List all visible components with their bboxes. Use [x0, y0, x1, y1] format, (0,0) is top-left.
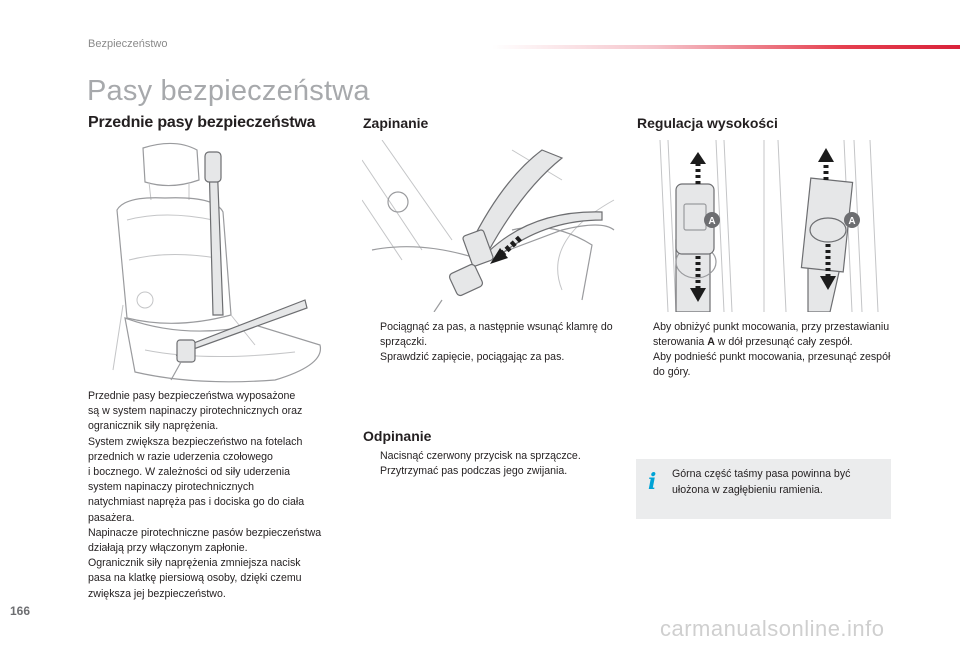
control-a-label-2: A — [848, 216, 856, 227]
paragraph-line: ogranicznik siły naprężenia. — [88, 420, 219, 433]
paragraph-line: są w system napinaczy pirotechnicznych oraz — [88, 405, 303, 418]
paragraph-line: pasażera. — [88, 511, 135, 524]
page-title: Pasy bezpieczeństwa — [87, 75, 370, 107]
watermark: carmanualsonline.info — [660, 616, 885, 641]
height-adjust-heading: Regulacja wysokości — [637, 115, 778, 131]
info-icon: i — [648, 469, 657, 495]
paragraph-line: działają przy włączonym zapłonie. — [88, 542, 248, 555]
list-item: Aby obniżyć punkt mocowania, przy przestawianiu sterowania A w dół przesunąć cały zespół. — [653, 321, 890, 348]
front-belts-heading: Przednie pasy bezpieczeństwa — [88, 114, 316, 131]
paragraph-line: przednich w razie uderzenia czołowego — [88, 450, 273, 463]
paragraph-line: system napinaczy pirotechnicznych — [88, 481, 255, 494]
paragraph-line: Przednie pasy bezpieczeństwa wyposażone — [88, 390, 296, 402]
height-adjust-steps-list — [637, 320, 893, 380]
height-adjust-illustration — [658, 140, 894, 312]
paragraph-line: zwiększa jej bezpieczeństwo. — [88, 587, 226, 600]
paragraph-line: Napinacze pirotechniczne pasów bezpieczeństwa — [88, 526, 322, 539]
fasten-steps-list — [364, 320, 614, 365]
front-belts-description — [88, 389, 350, 602]
paragraph-line: System zwiększa bezpieczeństwo na fotelach — [88, 435, 303, 448]
control-a-label-1: A — [708, 216, 716, 227]
fasten-heading: Zapinanie — [363, 115, 429, 131]
section-label: Bezpieczeństwo — [88, 38, 168, 50]
list-item: Sprawdzić zapięcie, pociągając za pas. — [380, 351, 565, 363]
info-note — [636, 459, 891, 519]
list-item: Przytrzymać pas podczas jego zwijania. — [380, 465, 568, 477]
list-item: Pociągnąć za pas, a następnie wsunąć klamrę do sprzączki. — [380, 321, 613, 348]
release-heading: Odpinanie — [363, 428, 432, 444]
page-number: 166 — [10, 604, 31, 618]
info-note-text: Górna część taśmy pasa powinna być ułożona w zagłębieniu ramienia. — [672, 468, 851, 496]
paragraph-line: Ogranicznik siły naprężenia zmniejsza nacisk — [88, 557, 301, 570]
paragraph-line: pasa na klatkę piersiową osoby, dzięki czemu — [88, 572, 302, 585]
list-item: Aby podnieść punkt mocowania, przesunąć zespół do góry. — [653, 351, 891, 378]
paragraph-line: i bocznego. W zależności od siły uderzenia — [88, 466, 290, 479]
header-accent-bar — [492, 45, 960, 49]
buckle-illustration — [362, 140, 616, 312]
list-item: Nacisnąć czerwony przycisk na sprzączce. — [380, 450, 581, 462]
front-seat-belt-illustration — [105, 140, 340, 388]
paragraph-line: natychmiast napręża pas i dociska go do ciała — [88, 496, 305, 509]
release-steps-list — [364, 449, 614, 479]
